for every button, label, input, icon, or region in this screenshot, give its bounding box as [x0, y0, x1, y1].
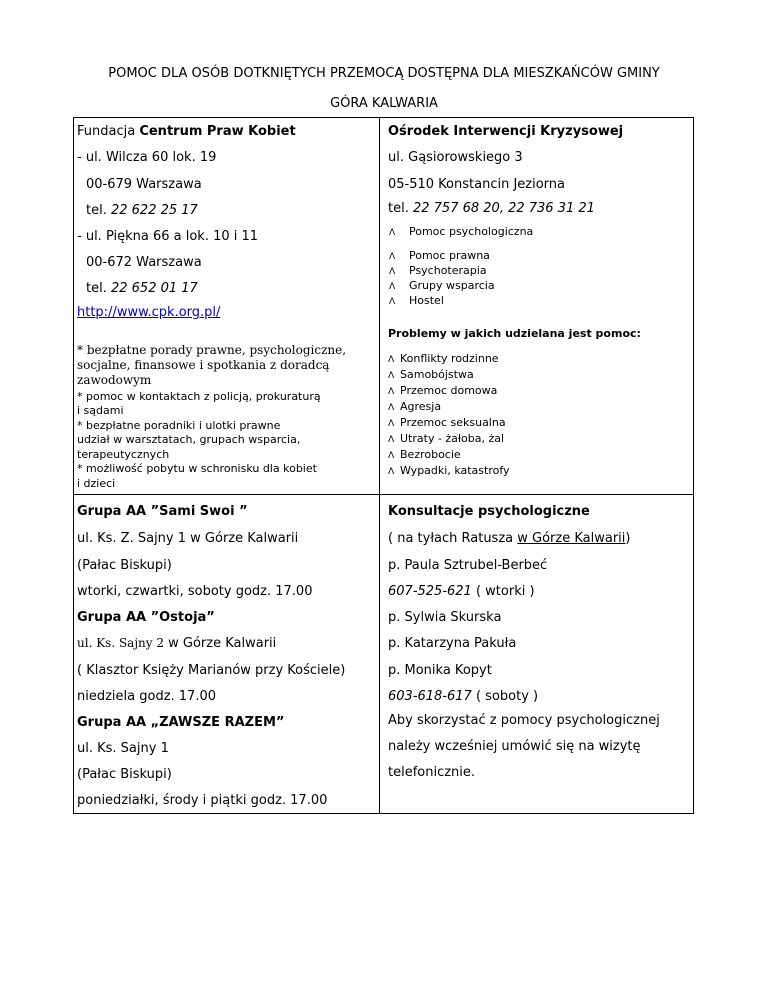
cpk-service-line: * możliwość pobytu w schronisku dla kobiet [77, 462, 317, 475]
cpk-header: Fundacja Centrum Praw Kobiet [77, 124, 296, 139]
oik-service-item: Ʌ Hostel [389, 294, 444, 307]
list-bullet-icon: Ʌ [388, 467, 395, 477]
cpk-address-1: - ul. Wilcza 60 lok. 19 [77, 150, 217, 165]
cpk-city-2: 00-672 Warszawa [86, 255, 202, 270]
consult-person: p. Sylwia Skurska [388, 610, 502, 625]
column-divider [379, 118, 380, 813]
consult-phone: 607-525-621 ( wtorki ) [388, 584, 535, 599]
list-bullet-icon: Ʌ [388, 355, 395, 365]
list-bullet-icon: Ʌ [389, 297, 396, 307]
oik-service-item: Ʌ Grupy wsparcia [389, 279, 495, 292]
cpk-phone-2: tel. 22 652 01 17 [86, 281, 198, 296]
aa-group-2-name: Grupa AA ”Ostoja” [77, 610, 215, 625]
cpk-service-line: i sądami [77, 404, 124, 417]
consult-title: Konsultacje psychologiczne [388, 504, 590, 519]
cpk-service-line: udział w warsztatach, grupach wsparcia, [77, 433, 301, 446]
consult-person: p. Paula Sztrubel-Berbeć [388, 558, 548, 573]
list-bullet-icon: Ʌ [389, 282, 396, 292]
oik-problem-item: Ʌ Bezrobocie [388, 448, 461, 461]
cpk-city-1: 00-679 Warszawa [86, 177, 202, 192]
oik-phone: tel. 22 757 68 20, 22 736 31 21 [388, 201, 595, 216]
cpk-service-line: * bezpłatne porady prawne, psychologiczne, [77, 343, 347, 357]
cpk-service-line: socjalne, finansowe i spotkania z doradcą [77, 358, 330, 372]
aa-group-3-time: poniedziałki, środy i piątki godz. 17.00 [77, 793, 328, 808]
consult-phone: 603-618-617 ( soboty ) [388, 689, 539, 704]
aa-group-2-time: niedziela godz. 17.00 [77, 689, 217, 704]
list-bullet-icon: Ʌ [388, 387, 395, 397]
aa-group-3-place: (Pałac Biskupi) [77, 767, 172, 782]
cpk-service-line: terapeutycznych [77, 448, 170, 461]
cpk-phone-1: tel. 22 622 25 17 [86, 203, 198, 218]
oik-problem-item: Ʌ Samobójstwa [388, 368, 474, 381]
oik-problem-item: Ʌ Agresja [388, 400, 442, 413]
list-bullet-icon: Ʌ [389, 252, 396, 262]
aa-group-1-time: wtorki, czwartki, soboty godz. 17.00 [77, 584, 313, 599]
cpk-service-line: zawodowym [77, 373, 152, 387]
aa-group-2-address: ul. Ks. Sajny 2 w Górze Kalwarii [77, 636, 277, 651]
oik-problem-item: Ʌ Utraty - żałoba, żal [388, 432, 505, 445]
oik-problem-item: Ʌ Konflikty rodzinne [388, 352, 499, 365]
oik-problem-item: Ʌ Wypadki, katastrofy [388, 464, 510, 477]
aa-group-1-address: ul. Ks. Z. Sajny 1 w Górze Kalwarii [77, 531, 299, 546]
list-bullet-icon: Ʌ [389, 228, 396, 238]
page-title: POMOC DLA OSÓB DOTKNIĘTYCH PRZEMOCĄ DOSTĘPNA DLA MIESZKAŃCÓW GMINY [108, 66, 660, 81]
oik-service-item: Ʌ Pomoc prawna [389, 249, 490, 262]
oik-problem-item: Ʌ Przemoc domowa [388, 384, 498, 397]
oik-problems-title: Problemy w jakich udzielana jest pomoc: [388, 327, 641, 340]
cpk-service-line: * bezpłatne poradniki i ulotki prawne [77, 419, 281, 432]
aa-group-2-place: ( Klasztor Księży Marianów przy Kościele) [77, 663, 346, 678]
oik-street: ul. Gąsiorowskiego 3 [388, 150, 523, 165]
list-bullet-icon: Ʌ [388, 451, 395, 461]
aa-group-3-name: Grupa AA „ZAWSZE RAZEM” [77, 715, 285, 730]
consult-person: p. Katarzyna Pakuła [388, 636, 517, 651]
aa-group-1-name: Grupa AA ”Sami Swoi ” [77, 504, 248, 519]
list-bullet-icon: Ʌ [389, 267, 396, 277]
cpk-service-line: * pomoc w kontaktach z policją, prokuraturą [77, 390, 321, 403]
row-divider [74, 494, 693, 495]
consult-person: p. Monika Kopyt [388, 663, 492, 678]
aa-group-1-place: (Pałac Biskupi) [77, 558, 172, 573]
consult-note: telefonicznie. [388, 765, 476, 780]
cpk-address-2: - ul. Piękna 66 a lok. 10 i 11 [77, 229, 259, 244]
oik-problem-item: Ʌ Przemoc seksualna [388, 416, 506, 429]
page-title-line2: GÓRA KALWARIA [330, 96, 438, 111]
consult-note: należy wcześniej umówić się na wizytę [388, 739, 641, 754]
oik-service-item: Ʌ Pomoc psychologiczna [389, 225, 534, 238]
cpk-service-line: i dzieci [77, 477, 116, 490]
list-bullet-icon: Ʌ [388, 435, 395, 445]
list-bullet-icon: Ʌ [388, 403, 395, 413]
oik-city: 05-510 Konstancin Jeziorna [388, 177, 565, 192]
info-table [73, 117, 694, 814]
consult-location: ( na tyłach Ratusza w Górze Kalwarii) [388, 531, 631, 546]
list-bullet-icon: Ʌ [388, 371, 395, 381]
list-bullet-icon: Ʌ [388, 419, 395, 429]
consult-note: Aby skorzystać z pomocy psychologicznej [388, 713, 660, 728]
oik-service-item: Ʌ Psychoterapia [389, 264, 487, 277]
cpk-website-link[interactable]: http://www.cpk.org.pl/ [77, 305, 221, 320]
aa-group-3-address: ul. Ks. Sajny 1 [77, 741, 169, 756]
oik-header: Ośrodek Interwencji Kryzysowej [388, 124, 624, 139]
